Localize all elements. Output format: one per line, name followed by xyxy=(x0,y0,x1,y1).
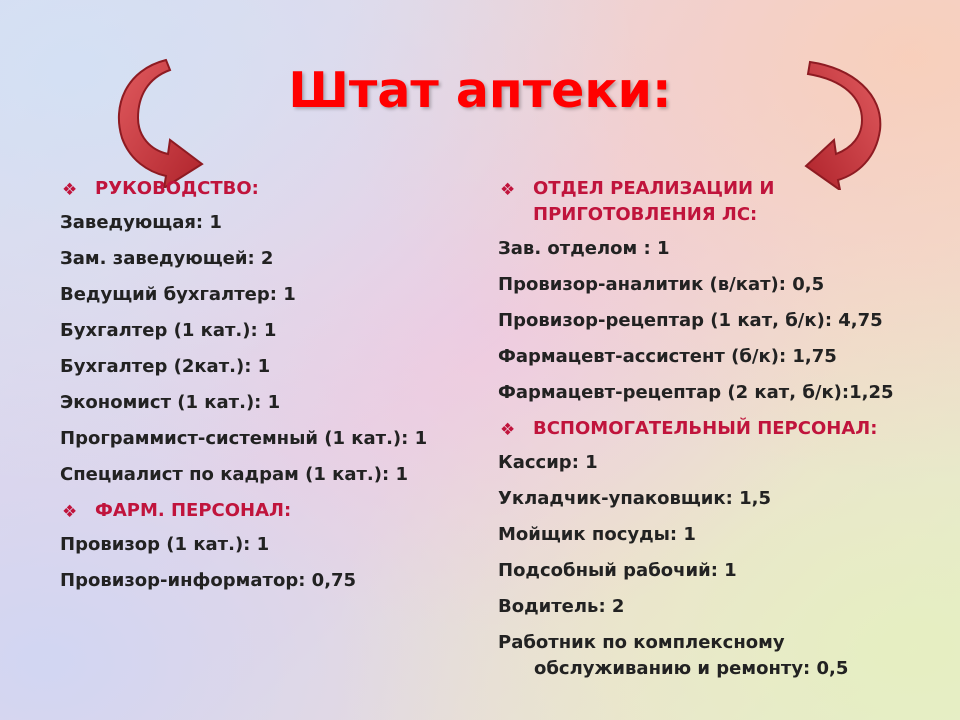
list-item: Программист-системный (1 кат.): 1 xyxy=(60,428,428,449)
section-heading xyxy=(60,176,460,202)
list-item: Работник по комплексному обслуживанию и ремонту: 0,5 xyxy=(498,632,849,679)
list-item: Экономист (1 кат.): 1 xyxy=(60,392,281,413)
list-item: Мойщик посуды: 1 xyxy=(498,524,696,545)
slide-title: Штат аптеки: xyxy=(288,62,672,119)
list-item: Заведующая: 1 xyxy=(60,212,222,233)
list-item: Провизор-аналитик (в/кат): 0,5 xyxy=(498,274,825,295)
section-heading xyxy=(60,498,460,524)
list-item: Провизор-информатор: 0,75 xyxy=(60,570,357,591)
list-item: Зам. заведующей: 2 xyxy=(60,248,274,269)
section-heading xyxy=(498,416,938,442)
section-heading-text: РУКОВОДСТВО: xyxy=(95,178,259,199)
list-item: Укладчик-упаковщик: 1,5 xyxy=(498,488,771,509)
list-item: Фармацевт-рецептар (2 кат, б/к):1,25 xyxy=(498,382,894,403)
list-item: Подсобный рабочий: 1 xyxy=(498,560,737,581)
section-heading-text: ОТДЕЛ РЕАЛИЗАЦИИ И ПРИГОТОВЛЕНИЯ ЛС: xyxy=(533,178,775,225)
list-item: Фармацевт-ассистент (б/к): 1,75 xyxy=(498,346,837,367)
list-item: Зав. отделом : 1 xyxy=(498,238,670,259)
list-item: Провизор (1 кат.): 1 xyxy=(60,534,270,555)
diamond-flower-icon: ❖ xyxy=(62,502,78,522)
right-column xyxy=(498,176,938,692)
list-item: Провизор-рецептар (1 кат, б/к): 4,75 xyxy=(498,310,883,331)
diamond-flower-icon: ❖ xyxy=(62,180,78,200)
list-item: Специалист по кадрам (1 кат.): 1 xyxy=(60,464,408,485)
section-heading xyxy=(498,176,938,228)
list-item: Водитель: 2 xyxy=(498,596,625,617)
section-heading-text: ФАРМ. ПЕРСОНАЛ: xyxy=(95,500,292,521)
list-item: Кассир: 1 xyxy=(498,452,598,473)
section-heading-text: ВСПОМОГАТЕЛЬНЫЙ ПЕРСОНАЛ: xyxy=(533,418,878,439)
left-column xyxy=(60,176,460,604)
list-item: Бухгалтер (2кат.): 1 xyxy=(60,356,271,377)
list-item: Бухгалтер (1 кат.): 1 xyxy=(60,320,277,341)
diamond-flower-icon: ❖ xyxy=(500,420,516,440)
diamond-flower-icon: ❖ xyxy=(500,180,516,200)
list-item: Ведущий бухгалтер: 1 xyxy=(60,284,296,305)
